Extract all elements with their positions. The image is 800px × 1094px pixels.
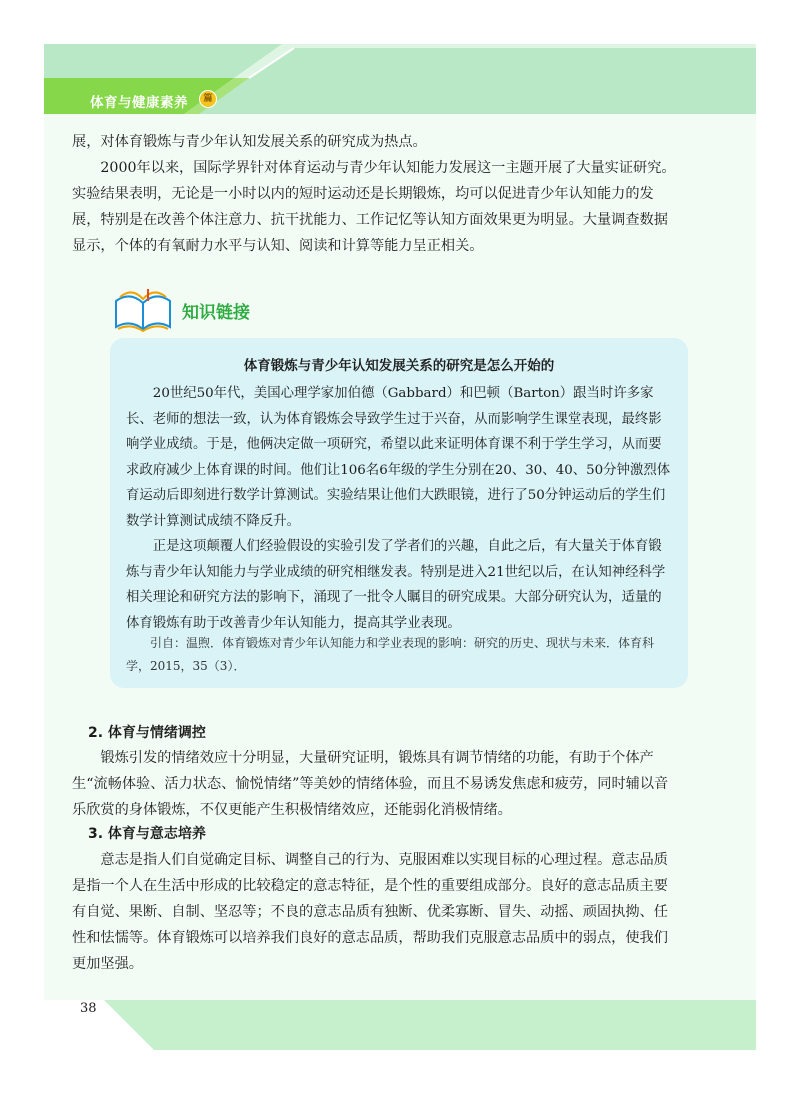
intro-text xyxy=(72,129,680,259)
knowledge-link-paragraph-1: 20世纪50年代，美国心理学家加伯德（Gabbard）和巴顿（Barton）跟当时许多家长、老师的想法一致，认为体育锻炼会导致学生过于兴奋，从而影响学生课堂表现，最终影响学业成绩。于是，他俩决定做一项研究，希望以此来证明体育课不利于学生学习，从而要求政府减少上体育课的时间。他们让106名6年级的学生分别在20、30、40、50分钟激烈体育运动后即刻进行数学计算测试。实验结果让他们大跌眼镜，进行了50分钟运动后的学生们数学计算测试成绩不降反升。 xyxy=(126,386,671,529)
section-2-paragraph: 锻炼引发的情绪效应十分明显，大量研究证明，锻炼具有调节情绪的功能，有助于个体产生“流畅体验、活力状态、愉悦情绪”等美妙的情绪体验，而且不易诱发焦虑和疲劳，同时辅以音乐欣赏的身体锻炼，不仅更能产生积极情绪效应，还能弱化消极情绪。 xyxy=(72,750,669,818)
intro-paragraph-2: 2000年以来，国际学界针对体育运动与青少年认知能力发展这一主题开展了大量实证研究。实验结果表明，无论是一小时以内的短时运动还是长期锻炼，均可以促进青少年认知能力的发展，特别是在改善个体注意力、抗干扰能力、工作记忆等认知方面效果更为明显。大量调查数据显示，个体的有氧耐力水平与认知、阅读和计算等能力呈正相关。 xyxy=(72,160,676,254)
citation: 引自：温煦．体育锻炼对青少年认知能力和学业表现的影响：研究的历史、现状与未来．体育科学，2015，35（3）． xyxy=(126,636,655,673)
knowledge-link-paragraph-2: 正是这项颠覆人们经验假设的实验引发了学者们的兴趣，自此之后，有大量关于体育锻炼与青少年认知能力与学业成绩的研究相继发表。特别是进入21世纪以后，在认知神经科学相关理论和研究方法的影响下，涌现了一批令人瞩目的研究成果。大部分研究认为，适量的体育锻炼有助于改善青少年认知能力，提高其学业表现。 xyxy=(126,539,666,631)
knowledge-link-text xyxy=(126,381,672,636)
section-3-paragraph: 意志是指人们自觉确定目标、调整自己的行为、克服困难以实现目标的心理过程。意志品质是指一个人在生活中形成的比较稳定的意志特征，是个性的重要组成部分。良好的意志品质主要有自觉、果断、自制、坚忍等；不良的意志品质有独断、优柔寡断、冒失、动摇、顽固执拗、任性和怯懦等。体育锻炼可以培养我们良好的意志品质，帮助我们克服意志品质中的弱点，使我们更加坚强。 xyxy=(72,852,668,972)
header-badge-icon: 篇 xyxy=(199,90,217,108)
knowledge-link-title: 体育锻炼与青少年认知发展关系的研究是怎么开始的 xyxy=(243,358,555,374)
section-2-heading: 2. 体育与情绪调控 xyxy=(88,725,206,741)
section-3-text xyxy=(72,847,680,977)
page-number: 38 xyxy=(80,1001,97,1016)
section-3-heading: 3. 体育与意志培养 xyxy=(88,826,206,842)
header-title: 体育与健康素养 xyxy=(90,95,188,111)
intro-paragraph-1: 展，对体育锻炼与青少年认知发展关系的研究成为热点。 xyxy=(72,134,427,150)
knowledge-link-label: 知识链接 xyxy=(182,303,250,323)
footer-decoration xyxy=(44,1000,164,1050)
section-2-text xyxy=(72,745,680,823)
open-book-icon xyxy=(112,283,174,333)
